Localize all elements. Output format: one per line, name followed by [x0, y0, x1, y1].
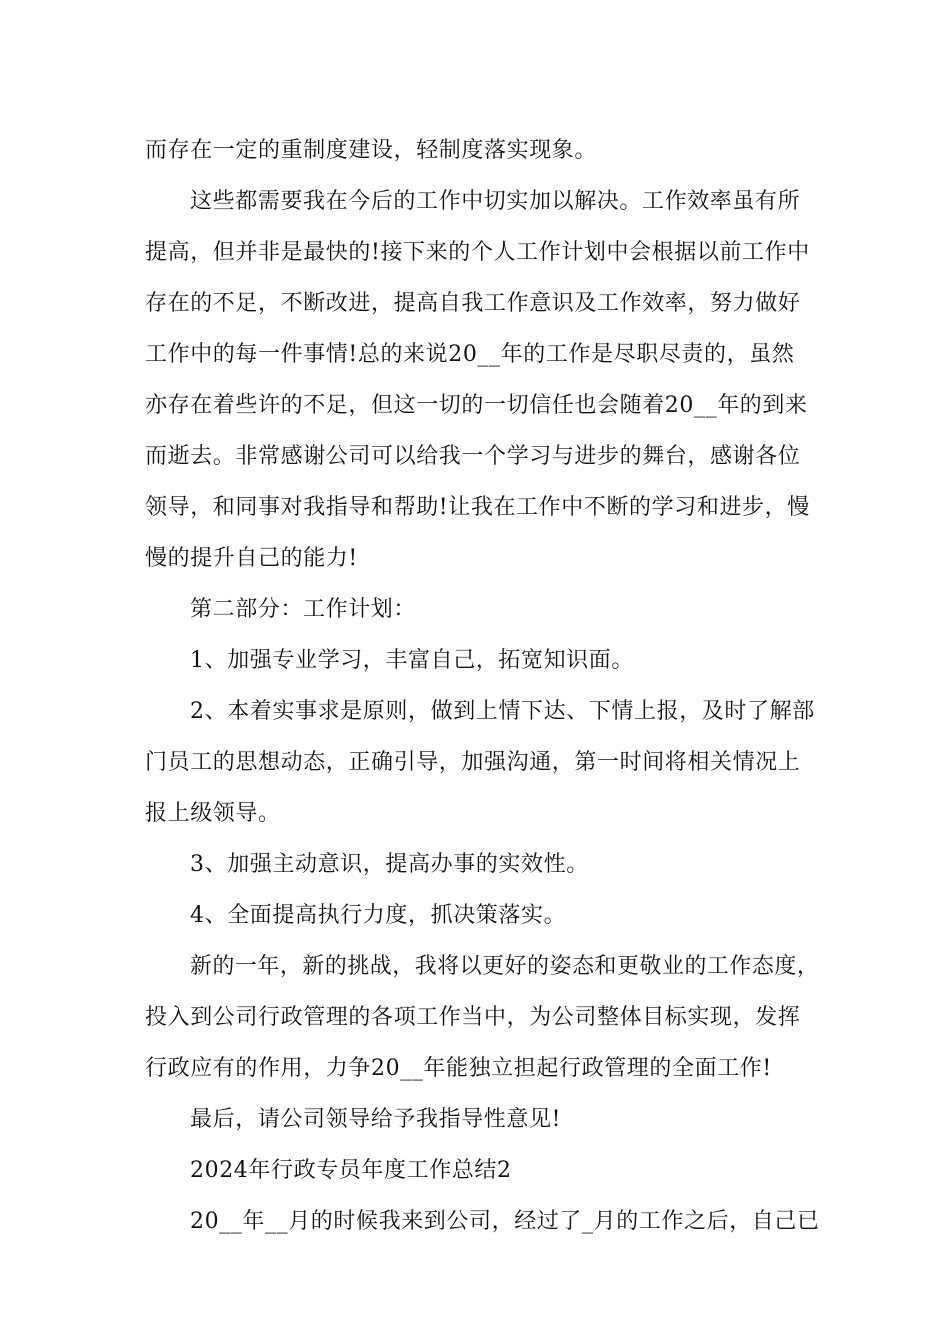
- text-line: 最后，请公司领导给予我指导性意见!: [190, 1107, 562, 1132]
- text-line: 而存在一定的重制度建设，轻制度落实现象。: [145, 138, 598, 163]
- text-line: 提高，但并非是最快的!接下来的个人工作计划中会根据以前工作中: [145, 240, 810, 265]
- text-line: 行政应有的作用，力争20__年能独立担起行政管理的全面工作!: [145, 1056, 772, 1081]
- text-line: 亦存在着些许的不足，但这一切的一切信任也会随着20__年的到来: [145, 393, 808, 418]
- list-item: 4、全面提高执行力度，抓决策落实。: [190, 903, 567, 928]
- text-line: 工作中的每一件事情!总的来说20__年的工作是尽职尽责的，虽然: [145, 342, 795, 367]
- text-line: 领导，和同事对我指导和帮助!让我在工作中不断的学习和进步，慢: [145, 495, 810, 520]
- text-line: 而逝去。非常感谢公司可以给我一个学习与进步的舞台，感谢各位: [145, 444, 801, 469]
- text-line: 投入到公司行政管理的各项工作当中，为公司整体目标实现，发挥: [145, 1005, 801, 1030]
- list-item: 2、本着实事求是原则，做到上情下达、下情上报，及时了解部: [190, 699, 815, 724]
- text-line: 慢的提升自己的能力!: [145, 546, 358, 571]
- text-line: 存在的不足，不断改进，提高自我工作意识及工作效率，努力做好: [145, 291, 801, 316]
- section-heading: 第二部分：工作计划：: [190, 597, 417, 622]
- text-line: 新的一年，新的挑战，我将以更好的姿态和更敬业的工作态度，: [190, 954, 820, 979]
- document-title: 2024年行政专员年度工作总结2: [190, 1158, 512, 1183]
- text-line: 这些都需要我在今后的工作中切实加以解决。工作效率虽有所: [190, 189, 801, 214]
- text-line: 门员工的思想动态，正确引导，加强沟通，第一时间将相关情况上: [145, 750, 801, 775]
- list-item: 1、加强专业学习，丰富自己，拓宽知识面。: [190, 648, 634, 673]
- list-item: 3、加强主动意识，提高办事的实效性。: [190, 852, 589, 877]
- text-line: 20__年__月的时候我来到公司，经过了_月的工作之后，自己已: [190, 1209, 820, 1234]
- text-line: 报上级领导。: [145, 801, 281, 826]
